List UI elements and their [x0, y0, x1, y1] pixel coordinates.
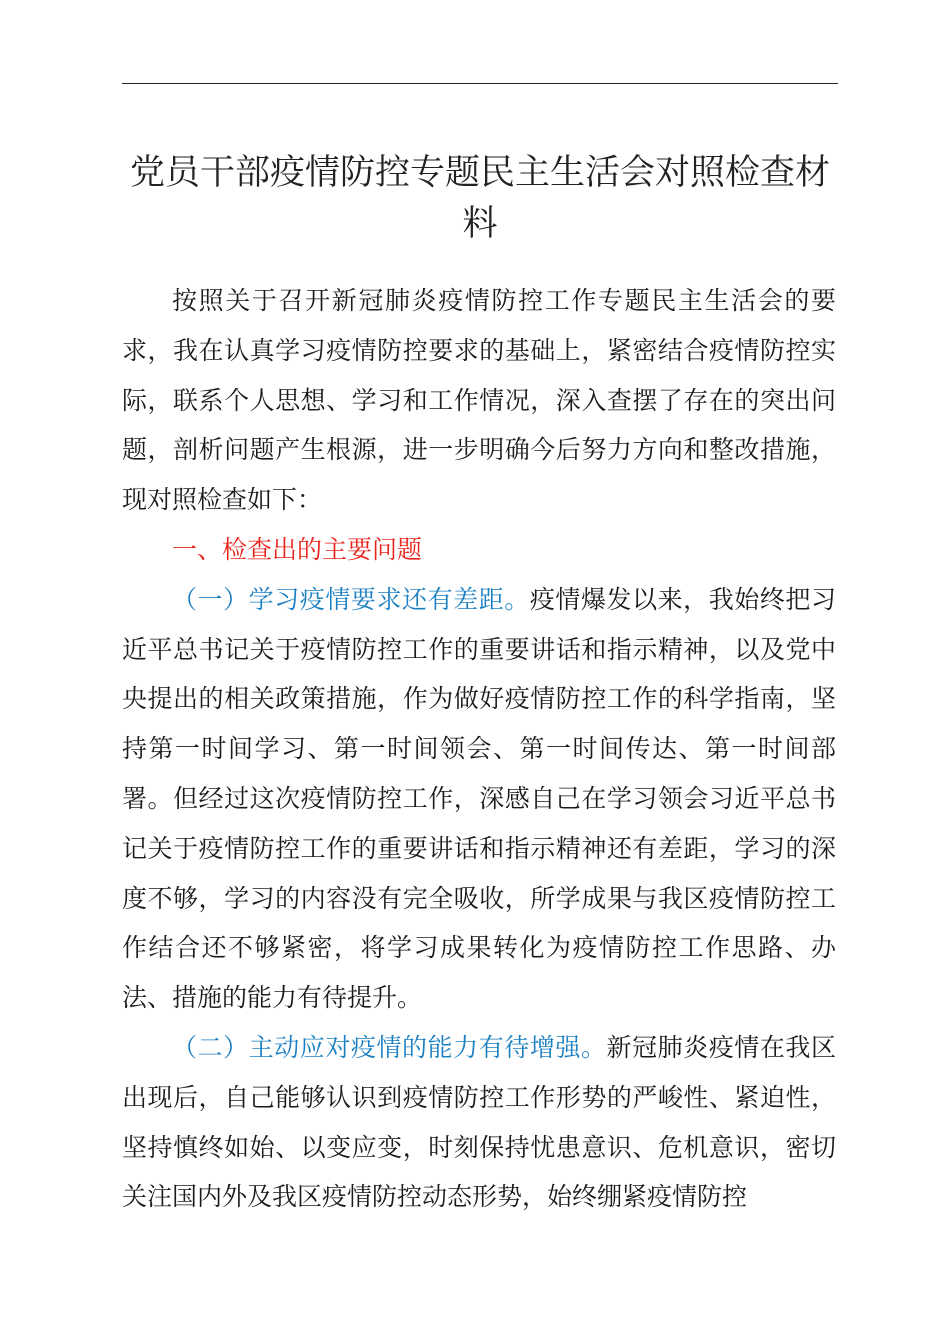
item-2-paragraph — [122, 1023, 836, 1222]
section-1-heading: 一、检查出的主要问题 — [172, 534, 423, 564]
item-1-text: 疫情爆发以来，我始终把习近平总书记关于疫情防控工作的重要讲话和指示精神，以及党中央提出的相关政策措施，作为做好疫情防控工作的科学指南，坚持第一时间学习、第一时间领会、第一时间传达、第一时间部署。但经过这次疫情防控工作，深感自己在学习领会习近平总书记关于疫情防控工作的重要讲话和指示精神还有差距，学习的深度不够，学习的内容没有完全吸收，所学成果与我区疫情防控工作结合还不够紧密，将学习成果转化为疫情防控工作思路、办法、措施的能力有待提升。 — [122, 584, 836, 1013]
document-body — [122, 276, 836, 1222]
item-2-heading: （二）主动应对疫情的能力有待增强。 — [172, 1032, 607, 1062]
item-2-text: 新冠肺炎疫情在我区出现后，自己能够认识到疫情防控工作形势的严峻性、紧迫性，坚持慎终如始、以变应变，时刻保持忧患意识、危机意识，密切关注国内外及我区疫情防控动态形势，始终绷紧疫情防控 — [122, 1032, 836, 1212]
item-1-paragraph — [122, 575, 836, 1023]
document-title: 党员干部疫情防控专题民主生活会对照检查材料 — [129, 153, 830, 244]
header-rule — [122, 83, 838, 84]
intro-paragraph: 按照关于召开新冠肺炎疫情防控工作专题民主生活会的要求，我在认真学习疫情防控要求的基础上，紧密结合疫情防控实际，联系个人思想、学习和工作情况，深入查摆了存在的突出问题，剖析问题产生根源，进一步明确今后努力方向和整改措施，现对照检查如下： — [122, 286, 836, 515]
item-1-heading: （一）学习疫情要求还有差距。 — [172, 584, 530, 614]
section-heading — [122, 525, 836, 575]
